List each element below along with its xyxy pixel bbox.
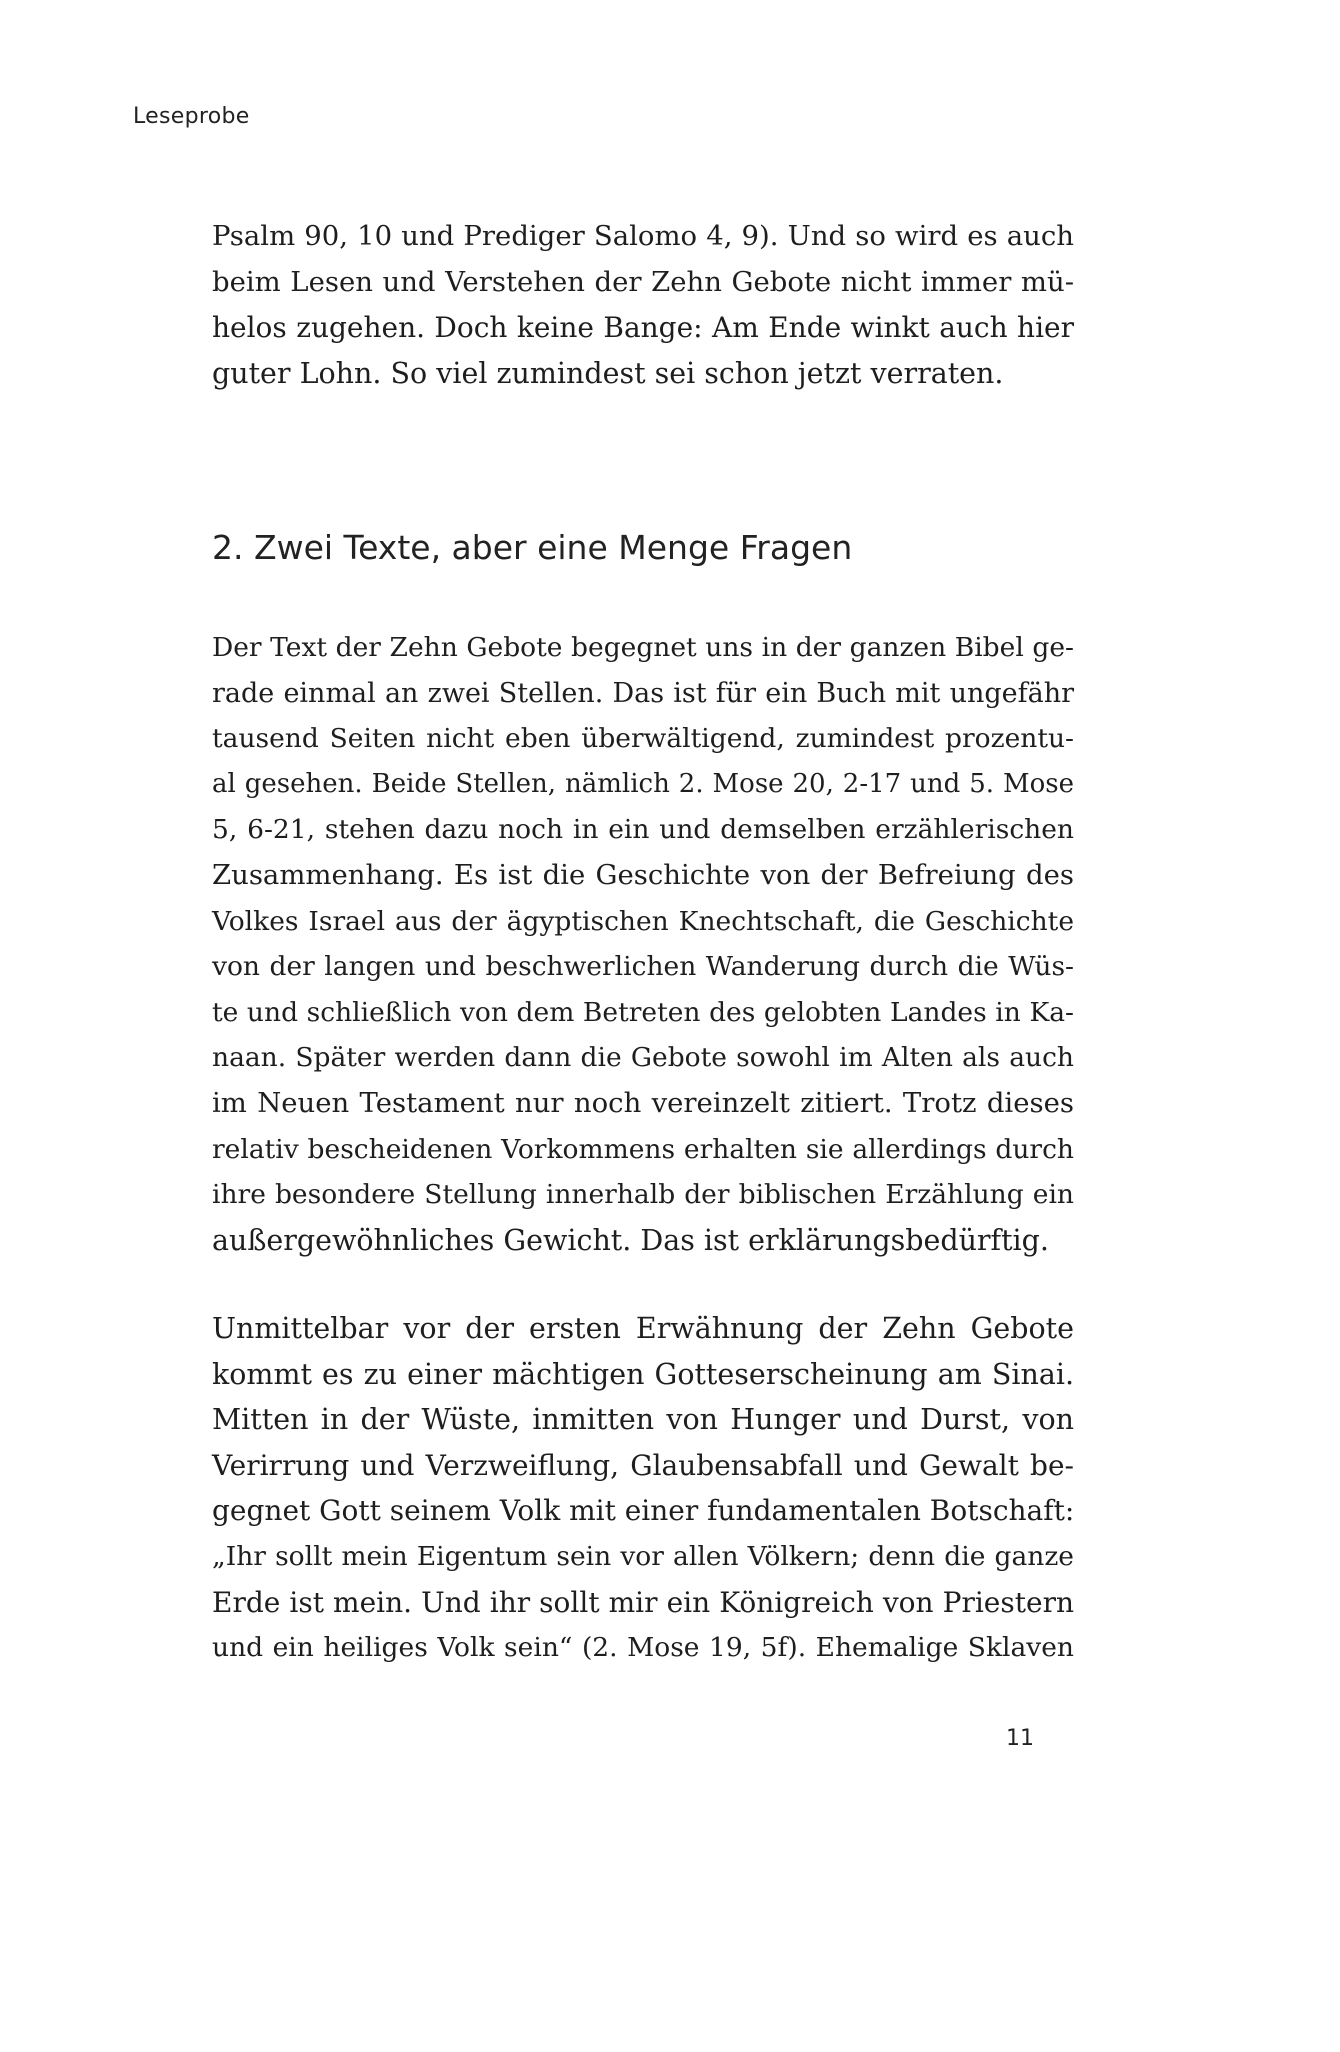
- text-line: Psalm 90, 10 und Prediger Salomo 4, 9). Und so wird es auch: [212, 220, 1074, 252]
- text-line: helos zugehen. Doch keine Bange: Am Ende winkt auch hier: [212, 311, 1074, 345]
- text-line: guter Lohn. So viel zumindest sei schon jetzt verraten.: [212, 356, 1004, 390]
- text-line: Unmittelbar vor der ersten Erwähnung der Zehn Gebote: [212, 1312, 1074, 1345]
- section-heading: 2. Zwei Texte, aber eine Menge Fragen: [212, 528, 853, 567]
- body-paragraph-1: [212, 625, 1074, 1263]
- text-line: Verirrung und Verzweiflung, Glaubensabfall und Gewalt be-: [212, 1448, 1074, 1482]
- text-line: ihre besondere Stellung innerhalb der biblischen Erzählung ein: [212, 1179, 1074, 1211]
- text-line: naan. Später werden dann die Gebote sowohl im Alten als auch: [212, 1042, 1074, 1074]
- text-line: „Ihr sollt mein Eigentum sein vor allen Völkern; denn die ganze: [212, 1540, 1074, 1572]
- running-head: Leseprobe: [133, 104, 250, 129]
- text-line: Der Text der Zehn Gebote begegnet uns in der ganzen Bibel ge-: [212, 632, 1074, 663]
- text-line: gegnet Gott seinem Volk mit einer fundamentalen Botschaft:: [212, 1494, 1075, 1528]
- body-paragraph-2: [212, 1306, 1074, 1671]
- text-line: außergewöhnliches Gewicht. Das ist erklärungsbedürftig.: [212, 1223, 1049, 1257]
- text-line: Zusammenhang. Es ist die Geschichte von der Befreiung des: [212, 858, 1074, 891]
- text-line: 5, 6-21, stehen dazu noch in ein und demselben erzählerischen: [212, 814, 1074, 846]
- text-line: te und schließlich von dem Betreten des gelobten Landes in Ka-: [212, 996, 1074, 1028]
- text-line: Erde ist mein. Und ihr sollt mir ein Königreich von Priestern: [212, 1585, 1074, 1619]
- text-line: von der langen und beschwerlichen Wanderung durch die Wüs-: [212, 951, 1074, 983]
- text-line: rade einmal an zwei Stellen. Das ist für ein Buch mit ungefähr: [212, 677, 1074, 709]
- text-line: kommt es zu einer mächtigen Gotteserscheinung am Sinai.: [212, 1357, 1074, 1391]
- text-line: tausend Seiten nicht eben überwältigend, zumindest prozentu-: [212, 723, 1074, 755]
- page-number: 11: [1006, 1726, 1034, 1751]
- intro-paragraph: [212, 214, 1074, 396]
- text-line: beim Lesen und Verstehen der Zehn Gebote nicht immer mü-: [212, 265, 1074, 298]
- text-line: Mitten in der Wüste, inmitten von Hunger und Durst, von: [212, 1403, 1074, 1437]
- text-line: relativ bescheidenen Vorkommens erhalten sie allerdings durch: [212, 1133, 1074, 1165]
- text-line: Volkes Israel aus der ägyptischen Knechtschaft, die Geschichte: [212, 905, 1074, 937]
- text-line: al gesehen. Beide Stellen, nämlich 2. Mose 20, 2-17 und 5. Mose: [212, 768, 1074, 799]
- text-line: im Neuen Testament nur noch vereinzelt zitiert. Trotz dieses: [212, 1086, 1074, 1119]
- text-line: und ein heiliges Volk sein“ (2. Mose 19, 5f). Ehemalige Sklaven: [212, 1632, 1074, 1664]
